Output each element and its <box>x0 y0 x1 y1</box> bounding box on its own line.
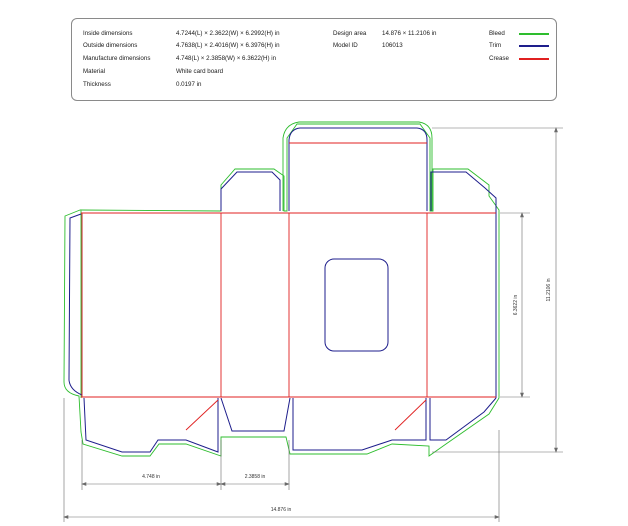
arrow <box>521 213 524 217</box>
dimension-lines <box>64 128 563 522</box>
bleed-outline <box>64 124 499 456</box>
crease-diag-2 <box>395 400 426 430</box>
arrow <box>221 483 225 486</box>
trim-bottom-flap-2 <box>221 398 290 431</box>
legend-trim-label: Trim <box>489 42 502 49</box>
arrow <box>64 516 68 519</box>
arrow <box>285 483 289 486</box>
dim-panel-height-text: 6.3622 in <box>513 294 519 316</box>
model-id-label: Model ID <box>333 42 358 49</box>
trim-dust-flap-left <box>221 172 280 211</box>
inside-dimensions-label: Inside dimensions <box>83 30 133 37</box>
trim-bottom-flap-1 <box>84 398 218 452</box>
material-label: Material <box>83 68 106 75</box>
dim-total-width-text: 14.876 in <box>270 507 292 513</box>
legend-crease-label: Crease <box>489 55 509 62</box>
design-area-label: Design area <box>333 30 367 37</box>
arrow <box>521 393 524 397</box>
model-id-value: 106013 <box>382 42 403 49</box>
legend-bleed-label: Bleed <box>489 30 505 37</box>
inside-dimensions-value: 4.7244(L) × 2.3622(W) × 6.2992(H) in <box>176 30 280 37</box>
design-area-value: 14.876 × 11.2106 in <box>382 30 437 37</box>
trim-dust-flap-right <box>431 172 496 211</box>
arrow <box>82 483 86 486</box>
dim-length-text: 4.748 in <box>142 474 160 480</box>
manufacture-dimensions-value: 4.748(L) × 2.3858(W) × 6.3622(H) in <box>176 55 277 62</box>
material-value: White card board <box>176 68 224 75</box>
manufacture-dimensions-label: Manufacture dimensions <box>83 55 151 62</box>
dim-width-text: 2.3858 in <box>244 474 266 480</box>
bleed-top-tuck <box>283 122 432 211</box>
thickness-value: 0.0197 in <box>176 81 202 88</box>
trim-top-tuck <box>289 128 427 211</box>
outside-dimensions-label: Outside dimensions <box>83 42 138 49</box>
arrow <box>495 516 499 519</box>
outside-dimensions-value: 4.7638(L) × 2.4016(W) × 6.3976(H) in <box>176 42 280 49</box>
arrow <box>555 448 558 452</box>
dim-total-height-text: 11.2106 in <box>546 278 552 302</box>
arrow <box>555 128 558 132</box>
thickness-label: Thickness <box>83 81 111 88</box>
trim-bottom-flap-4 <box>430 398 496 440</box>
trim-bottom-flap-3 <box>293 398 426 450</box>
crease-diag-1 <box>186 400 218 430</box>
window-cutout <box>325 259 388 351</box>
trim-glue-flap <box>69 214 82 395</box>
